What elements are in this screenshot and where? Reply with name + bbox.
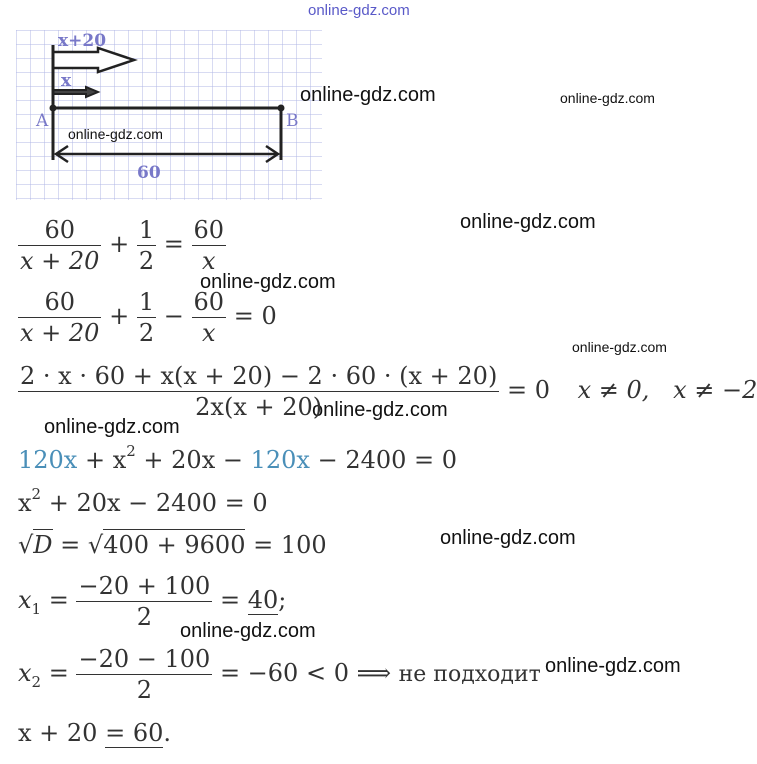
watermark: online-gdz.com: [68, 126, 163, 142]
equation-4: $120x + x^2 + 20x - 120x - 2400 = 0$: [18, 442, 458, 474]
watermark: online-gdz.com: [200, 271, 336, 293]
watermark: online-gdz.com: [44, 416, 180, 438]
label-point-b: B: [286, 111, 299, 131]
equation-3: $\frac{2 \cdot x \cdot 60 + x(x + 20) - 2 \cdot 60 \cdot (x + 20)}{2x(x + 20)}$ = 0 x ≠ 0, x ≠ −2: [20, 362, 757, 421]
watermark: online-gdz.com: [180, 620, 316, 642]
watermark-top: online-gdz.com: [308, 2, 410, 19]
equation-7: $x_1$ = $\frac{-20 + 100}{2}$ = 40;: [18, 572, 287, 631]
label-slow-speed: x: [61, 71, 72, 91]
equation-2: $\frac{60}{x + 20}$ + $\frac{1}{2}$ − $\frac{60}{x}$ = 0: [20, 288, 277, 347]
label-point-a: A: [36, 111, 49, 131]
equation-5: $x^2 + 20x - 2400 = 0$: [18, 485, 268, 517]
motion-diagram: [16, 30, 322, 200]
equation-9: x + 20 = 60.: [18, 719, 171, 747]
watermark: online-gdz.com: [440, 527, 576, 549]
equation-6: √D = √400 + 9600 = 100: [18, 531, 327, 559]
watermark: online-gdz.com: [460, 211, 596, 233]
label-fast-speed: x+20: [58, 31, 107, 51]
watermark: online-gdz.com: [300, 84, 436, 106]
watermark: online-gdz.com: [572, 339, 667, 355]
equation-8: $x_2$ = $\frac{-20 - 100}{2}$ = −60 < 0 ⟹ не подходит: [18, 645, 541, 704]
watermark: online-gdz.com: [560, 90, 655, 106]
label-distance: 60: [137, 163, 161, 183]
watermark: online-gdz.com: [545, 655, 681, 677]
equation-1: $\frac{60}{x + 20}$ + $\frac{1}{2}$ = $\frac{60}{x}$: [20, 216, 225, 275]
watermark: online-gdz.com: [312, 399, 448, 421]
